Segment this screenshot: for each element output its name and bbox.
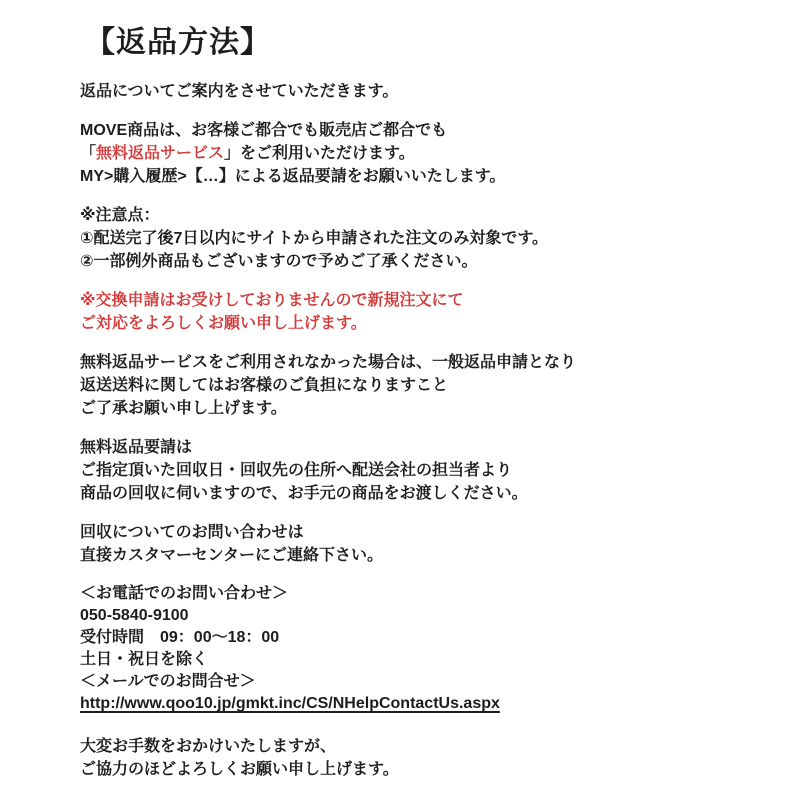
service-line-2 [80,142,730,165]
exchange-warning-line-1: ※交換申請はお受けしておりませんので新規注文にて [80,292,464,309]
inquiry-line-1: 回収についてのお問い合わせは [80,524,304,541]
page-title: 【返品方法】 [85,26,271,59]
closing-paragraph [80,735,730,781]
contact-block [80,583,730,715]
inquiry-paragraph [80,521,730,567]
quote-open-bracket: 「 [80,145,97,162]
intro-paragraph [80,80,730,103]
inquiry-line-2: 直接カスタマーセンターにご連絡下さい。 [80,547,384,564]
free-return-service-highlight: 無料返品サービス [96,145,225,162]
phone-contact-heading: ＜お電話でのお問い合わせ＞ [80,585,289,602]
notes-item-2: ②一部例外商品もございますので予めご了承ください。 [80,253,478,270]
intro-text: 返品についてご案内をさせていただきます。 [80,83,399,100]
business-hours: 受付時間 09：00〜18：00 [80,629,280,646]
service-paragraph [80,119,730,188]
pickup-paragraph [80,436,730,505]
pickup-line-2: ご指定頂いた回収日・回収先の住所へ配送会社の担当者より [80,462,513,479]
general-return-line-1: 無料返品サービスをご利用されなかった場合は、一般返品申請となり [80,354,577,371]
contact-url-link[interactable]: http://www.qoo10.jp/gmkt.inc/CS/NHelpContactUs.aspx [80,695,500,712]
mail-contact-heading: ＜メールでのお問合せ＞ [80,673,256,690]
pickup-line-3: 商品の回収に伺いますので、お手元の商品をお渡しください。 [80,485,528,502]
notes-item-1: ①配送完了後7日以内にサイトから申請された注文のみ対象です。 [80,230,549,247]
notes-heading: ※注意点： [80,207,160,224]
general-return-line-3: ご了承お願い申し上げます。 [80,400,287,417]
phone-number: 050-5840-9100 [80,607,189,624]
closing-line-1: 大変お手数をおかけいたしますが、 [80,738,337,755]
general-return-paragraph [80,351,730,420]
closing-line-2: ご協力のほどよろしくお願い申し上げます。 [80,761,399,778]
service-line-3: MY>購入履歴>【…】による返品要請をお願いいたします。 [80,168,506,185]
exchange-warning-line-2: ご対応をよろしくお願い申し上げます。 [80,315,367,332]
general-return-line-2: 返送送料に関してはお客様のご負担になりますこと [80,377,449,394]
exchange-warning-paragraph [80,289,730,335]
contact-url-line [80,693,730,715]
service-line-1: MOVE商品は、お客様ご都合でも販売店ご都合でも [80,122,448,139]
closed-days: 土日・祝日を除く [80,651,209,668]
service-line-2-rest: 」をご利用いただけます。 [224,145,415,162]
pickup-line-1: 無料返品要請は [80,439,193,456]
notes-paragraph [80,204,730,273]
